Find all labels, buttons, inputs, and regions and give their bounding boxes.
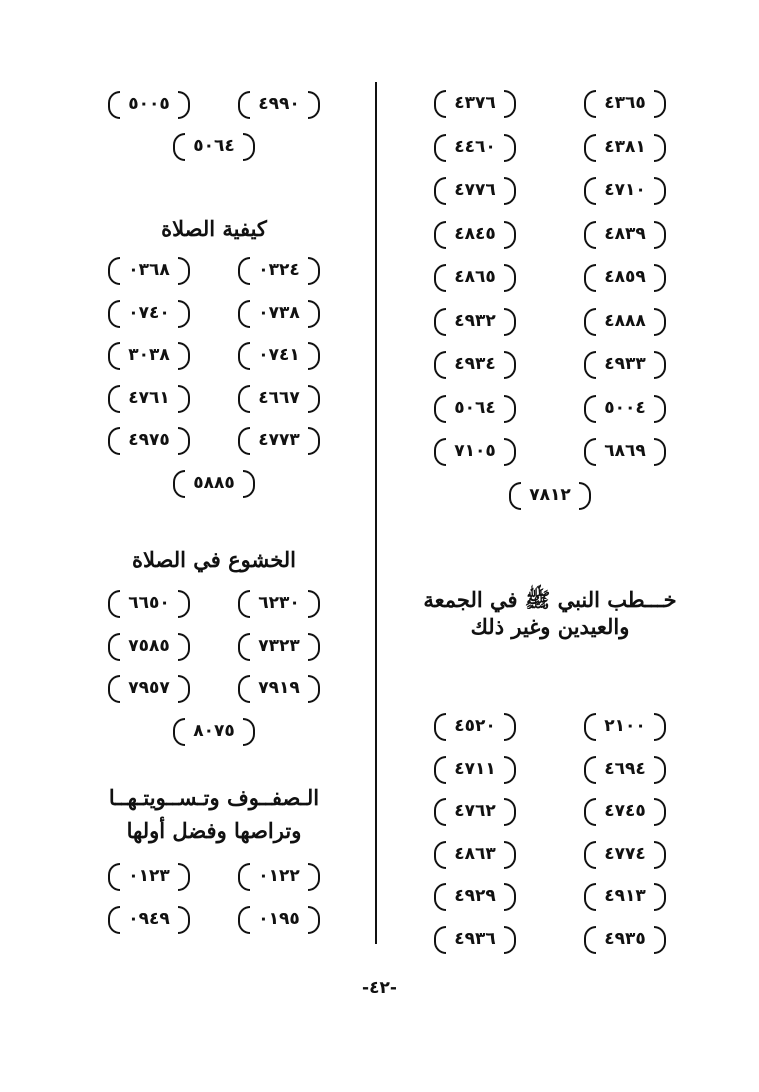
ref-group	[400, 712, 700, 953]
reference-number: ٧٥٨٥	[108, 632, 190, 660]
reference-number: ٤٨٦٣	[434, 840, 516, 868]
reference-number: ٢١٠٠	[584, 712, 666, 740]
reference-number: ٤٣٦٥	[584, 89, 666, 117]
reference-number: ٣٠٣٨	[108, 341, 190, 369]
reference-number: ٤٩٣٥	[584, 925, 666, 953]
reference-number: ٤٩٧٥	[108, 426, 190, 454]
reference-number: ٥٠٦٤	[434, 394, 516, 422]
reference-number: ٧١٠٥	[434, 437, 516, 465]
reference-number: ٠١٢٢	[238, 862, 320, 890]
reference-number: ٥٨٨٥	[173, 469, 255, 497]
reference-number: ٤٧٦٢	[434, 797, 516, 825]
reference-number: ٦٢٣٠	[238, 589, 320, 617]
reference-number: ٤٩٣٣	[584, 350, 666, 378]
reference-number: ٧٩١٩	[238, 674, 320, 702]
reference-number: ٤٩١٣	[584, 882, 666, 910]
ref-group	[84, 256, 344, 497]
heading-line: وتراصها وفضل أولها	[126, 818, 302, 844]
reference-number: ٤٨٤٥	[434, 220, 516, 248]
section-heading: الخشوع في الصلاة	[131, 547, 297, 572]
reference-number: ٤٧٧٦	[434, 176, 516, 204]
reference-number: ٤٦٦٧	[238, 384, 320, 412]
reference-number: ٤٧٧٤	[584, 840, 666, 868]
reference-number: ٤٨٨٨	[584, 307, 666, 335]
reference-number: ٦٦٥٠	[108, 589, 190, 617]
page-number: -٤٢-	[362, 978, 397, 998]
reference-number: ٤٨٥٩	[584, 263, 666, 291]
reference-number: ٤٩٣٢	[434, 307, 516, 335]
reference-number: ٧٣٢٣	[238, 632, 320, 660]
reference-number: ٠٧٤١	[238, 341, 320, 369]
section-heading	[400, 586, 700, 641]
heading-line: خـــطب النبي ﷺ في الجمعة	[423, 587, 677, 612]
reference-number: ٠٣٦٨	[108, 256, 190, 284]
reference-number: ٤٧١٠	[584, 176, 666, 204]
reference-number: ٠١٩٥	[238, 905, 320, 933]
reference-number: ٥٠٠٥	[108, 90, 190, 118]
reference-number: ٥٠٦٤	[173, 132, 255, 160]
reference-number: ٧٩٥٧	[108, 674, 190, 702]
reference-number: ٤٧١١	[434, 755, 516, 783]
reference-number: ٤٧٦١	[108, 384, 190, 412]
reference-number: ٤٧٤٥	[584, 797, 666, 825]
section-heading: كيفية الصلاة	[161, 216, 267, 241]
reference-number: ٤٨٦٥	[434, 263, 516, 291]
reference-number: ٤٩٩٠	[238, 90, 320, 118]
reference-number: ٧٨١٢	[509, 481, 591, 509]
section-heading	[84, 784, 344, 845]
reference-number: ٠١٢٣	[108, 862, 190, 890]
reference-number: ٤٧٧٣	[238, 426, 320, 454]
reference-number: ٤٩٢٩	[434, 882, 516, 910]
reference-number: ٤٤٦٠	[434, 133, 516, 161]
reference-number: ٤٩٣٤	[434, 350, 516, 378]
reference-number: ٠٧٣٨	[238, 299, 320, 327]
reference-number: ٤٩٣٦	[434, 925, 516, 953]
heading-line: الـصفــوف وتـســويتـهــا	[108, 785, 320, 810]
ref-group	[84, 589, 344, 745]
ref-group	[84, 90, 344, 160]
ref-group	[400, 89, 700, 509]
reference-number: ٤٣٨١	[584, 133, 666, 161]
reference-number: ٤٣٧٦	[434, 89, 516, 117]
reference-number: ٠٩٤٩	[108, 905, 190, 933]
reference-number: ٤٨٣٩	[584, 220, 666, 248]
reference-number: ٤٥٢٠	[434, 712, 516, 740]
reference-number: ٦٨٦٩	[584, 437, 666, 465]
reference-number: ٠٧٤٠	[108, 299, 190, 327]
reference-number: ٠٣٢٤	[238, 256, 320, 284]
reference-number: ٤٦٩٤	[584, 755, 666, 783]
heading-line: والعيدين وغير ذلك	[470, 614, 630, 640]
column-divider	[375, 82, 377, 944]
reference-number: ٥٠٠٤	[584, 394, 666, 422]
ref-group	[84, 862, 344, 933]
reference-number: ٨٠٧٥	[173, 717, 255, 745]
